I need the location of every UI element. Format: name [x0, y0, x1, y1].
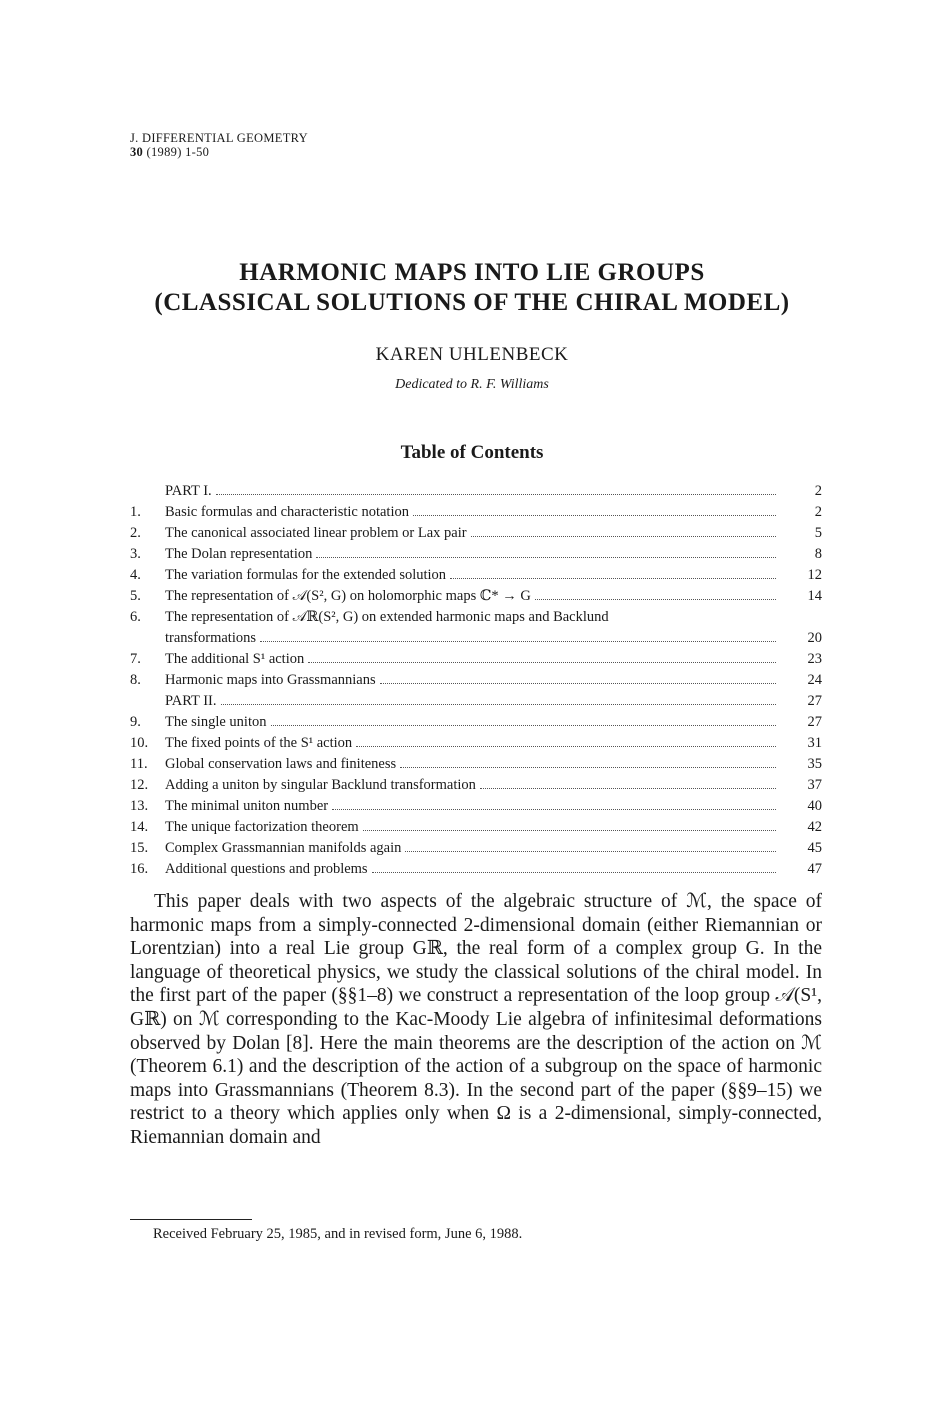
toc-leader-dots: [405, 851, 776, 852]
toc-entry-page: 2: [814, 504, 822, 520]
toc-entry-page: 40: [807, 798, 822, 814]
toc-entry-number: 8.: [130, 672, 141, 688]
toc-entry-label: Additional questions and problems: [165, 861, 368, 877]
body-text: [130, 890, 822, 1150]
toc-entry: [130, 584, 822, 605]
dedication: Dedicated to R. F. Williams: [395, 377, 549, 392]
toc-entry-number: 1.: [130, 504, 141, 520]
toc-entry-label: The minimal uniton number: [165, 798, 329, 814]
toc-entry-label: The additional S¹ action: [165, 651, 305, 667]
toc-entry-number: 15.: [130, 840, 149, 856]
toc-entry: [130, 710, 822, 731]
paper-title-line-1: HARMONIC MAPS INTO LIE GROUPS: [239, 259, 705, 286]
toc-entry: [130, 668, 822, 689]
toc-leader-dots: [413, 515, 776, 516]
journal-issue-pages: (1989) 1-50: [146, 145, 210, 159]
toc-leader-dots: [471, 536, 776, 537]
toc-leader-dots: [372, 872, 776, 873]
toc-entry-label: Global conservation laws and finiteness: [165, 756, 397, 772]
toc-entry-page: 42: [807, 819, 822, 835]
toc-entry-number: 4.: [130, 567, 141, 583]
toc-entry: [130, 689, 822, 710]
toc-leader-dots: [221, 704, 776, 705]
toc-leader-dots: [450, 578, 776, 579]
toc-entry: [130, 542, 822, 563]
toc-entry-page: 31: [807, 735, 822, 751]
toc-entry: [130, 521, 822, 542]
toc-leader-dots: [260, 641, 776, 642]
toc-entry-number: 9.: [130, 714, 141, 730]
toc-entry-label: The fixed points of the S¹ action: [165, 735, 353, 751]
toc-entry-page: 35: [807, 756, 822, 772]
toc-entry-label: Adding a uniton by singular Backlund transformation: [165, 777, 476, 793]
toc-entry-page: 20: [807, 630, 822, 646]
toc-entry-page: 24: [807, 672, 822, 688]
toc-leader-dots: [216, 494, 776, 495]
journal-volume-line: [130, 145, 308, 159]
toc-entry-label: Harmonic maps into Grassmannians: [165, 672, 376, 688]
toc-entry-label: Basic formulas and characteristic notation: [165, 504, 409, 520]
toc-entry-label: The representation of 𝒜(S², G) on holomorphic maps ℂ* → G: [165, 588, 531, 604]
toc-entry-page: 14: [807, 588, 822, 604]
author-name: KAREN UHLENBECK: [375, 344, 569, 365]
toc-entry-page: 23: [807, 651, 822, 667]
toc-leader-dots: [356, 746, 776, 747]
toc-entry-page: 27: [807, 693, 822, 709]
journal-name: J. DIFFERENTIAL GEOMETRY: [130, 131, 308, 145]
toc-entry-page: 47: [807, 861, 822, 877]
toc-entry-number: 16.: [130, 861, 149, 877]
toc-leader-dots: [332, 809, 776, 810]
toc-entry: [130, 563, 822, 584]
toc-entry-label: The single uniton: [165, 714, 267, 730]
toc-leader-dots: [316, 557, 776, 558]
paper-title: [0, 258, 944, 318]
toc-heading: Table of Contents: [400, 442, 544, 463]
toc-entry-page: 45: [807, 840, 822, 856]
toc-entry: [130, 731, 822, 752]
toc-leader-dots: [380, 683, 776, 684]
toc-entry-label: The representation of 𝒜ℝ(S², G) on extended harmonic maps and Backlund: [165, 609, 609, 625]
toc-entry-label: The unique factorization theorem: [165, 819, 359, 835]
toc-entry-number: 5.: [130, 588, 141, 604]
toc-entry: [130, 626, 822, 647]
toc-entry-label: PART II.: [165, 693, 217, 709]
toc-entry: [130, 836, 822, 857]
toc-entry-label: The canonical associated linear problem or Lax pair: [165, 525, 467, 541]
toc-entry-label: The variation formulas for the extended solution: [165, 567, 447, 583]
toc-entry-page: 12: [807, 567, 822, 583]
toc-entry-page: 8: [814, 546, 822, 562]
toc-entry-number: 7.: [130, 651, 141, 667]
toc-entry-page: 5: [814, 525, 822, 541]
toc-entry: [130, 857, 822, 878]
toc-entry-number: 3.: [130, 546, 141, 562]
footnote: Received February 25, 1985, and in revised form, June 6, 1988.: [153, 1226, 523, 1242]
table-of-contents: [130, 479, 822, 878]
body-paragraph: This paper deals with two aspects of the algebraic structure of ℳ, the space of harmonic maps from a simply-connected 2-dimensional domain (either Riemannian or Lorentzian) into a real Lie group Gℝ, the real form of a complex group G. In the language of theoretical physics, we study the classical solutions of the chiral model. In the first part of the paper (§§1–8) we construct a representation of the loop group 𝒜(S¹, Gℝ) on ℳ corresponding to the Kac-Moody Lie algebra of infinitesimal deformations observed by Dolan [8]. Here the main theorems are the description of the action on ℳ (Theorem 6.1) and the description of the action of a subgroup on the space of harmonic maps into Grassmannians (Theorem 8.3). In the second part of the paper (§§9–15) we restrict to a theory which applies only when Ω is a 2-dimensional, simply-connected, Riemannian domain and: [130, 891, 822, 1148]
toc-leader-dots: [363, 830, 776, 831]
toc-entry-number: 2.: [130, 525, 141, 541]
toc-leader-dots: [308, 662, 776, 663]
toc-entry: [130, 500, 822, 521]
toc-entry-number: 14.: [130, 819, 149, 835]
toc-entry-number: 6.: [130, 609, 141, 625]
toc-leader-dots: [480, 788, 776, 789]
footnote-rule: [130, 1219, 252, 1220]
toc-entry-number: 13.: [130, 798, 149, 814]
toc-entry-number: 10.: [130, 735, 149, 751]
toc-entry-page: 2: [814, 483, 822, 499]
toc-entry-label: transformations: [165, 630, 257, 646]
paper-title-line-2: (CLASSICAL SOLUTIONS OF THE CHIRAL MODEL): [154, 289, 790, 316]
toc-leader-dots: [271, 725, 777, 726]
toc-entry-page: 27: [807, 714, 822, 730]
toc-leader-dots: [400, 767, 776, 768]
toc-entry-label: The Dolan representation: [165, 546, 313, 562]
toc-entry: [130, 605, 822, 626]
toc-entry-number: 11.: [130, 756, 148, 772]
toc-entry: [130, 752, 822, 773]
toc-entry: [130, 794, 822, 815]
toc-entry-number: 12.: [130, 777, 149, 793]
journal-header: [130, 131, 308, 159]
toc-entry: [130, 647, 822, 668]
journal-volume: 30: [130, 145, 144, 159]
toc-entry: [130, 773, 822, 794]
toc-leader-dots: [535, 599, 776, 600]
toc-entry-label: Complex Grassmannian manifolds again: [165, 840, 402, 856]
toc-entry: [130, 479, 822, 500]
toc-entry: [130, 815, 822, 836]
toc-entry-label: PART I.: [165, 483, 212, 499]
toc-entry-page: 37: [807, 777, 822, 793]
